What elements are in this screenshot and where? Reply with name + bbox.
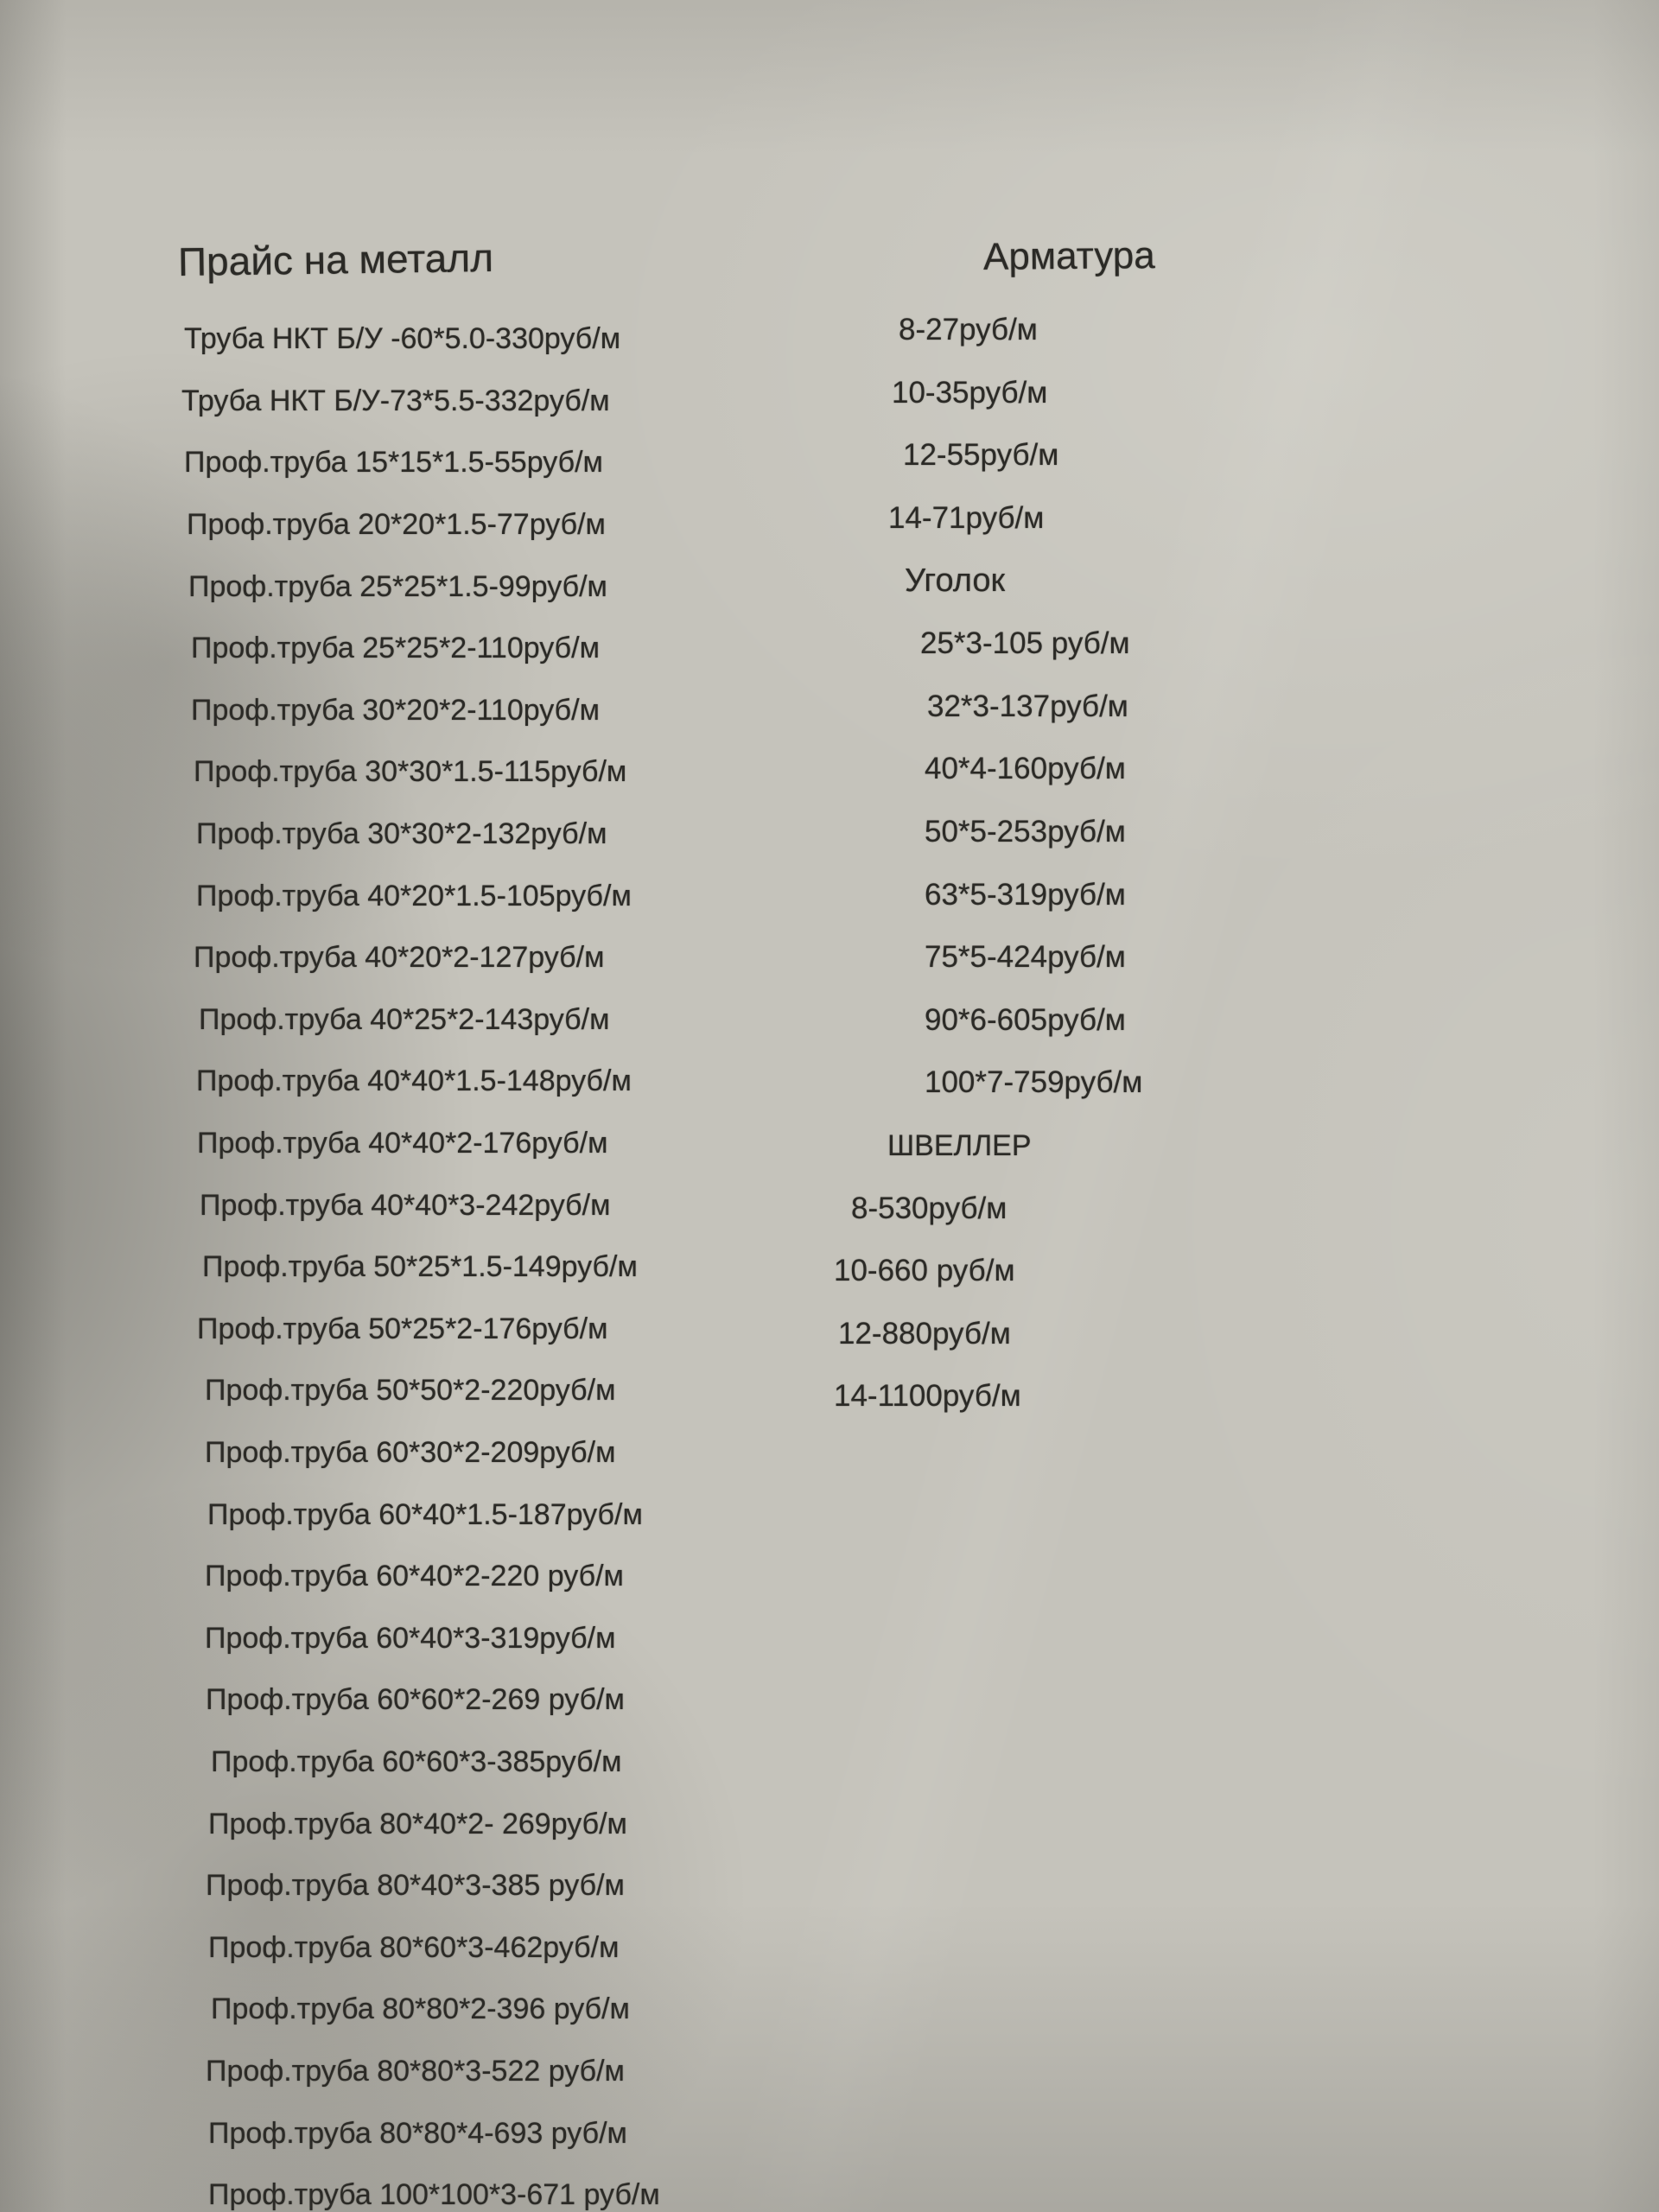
price-row: Проф.труба 30*30*1.5-115руб/м (194, 755, 627, 789)
section-title: Арматура (982, 234, 1155, 278)
price-row: Проф.труба 60*40*2-220 руб/м (205, 1560, 624, 1593)
price-row: 14-1100руб/м (834, 1379, 1021, 1414)
page-title: Прайс на металл (177, 234, 494, 284)
price-row: Проф.труба 40*40*1.5-148руб/м (196, 1065, 632, 1098)
price-row: Проф.труба 80*60*3-462руб/м (208, 1930, 620, 1964)
price-row: 12-880руб/м (838, 1316, 1011, 1351)
price-row: 25*3-105 руб/м (920, 626, 1130, 661)
price-row: Проф.труба 100*100*3-671 руб/м (208, 2178, 660, 2212)
price-row: Проф.труба 40*20*1.5-105руб/м (196, 879, 632, 912)
section-title: ШВЕЛЛЕР (887, 1128, 1032, 1162)
price-row: Проф.труба 60*60*3-385руб/м (211, 1745, 622, 1778)
price-row: Проф.труба 80*80*2-396 руб/м (211, 1993, 630, 2026)
price-row: Проф.труба 40*40*2-176руб/м (197, 1127, 608, 1160)
metal-price-column (178, 231, 660, 2212)
price-row: Проф.труба 40*20*2-127руб/м (194, 941, 605, 975)
price-row: 63*5-319руб/м (925, 877, 1126, 912)
price-section (830, 550, 1155, 1114)
price-row: Проф.труба 80*40*3-385 руб/м (206, 1869, 625, 1903)
price-row: 100*7-759руб/м (925, 1065, 1143, 1100)
price-row: 10-35руб/м (892, 375, 1048, 410)
price-row: 14-71руб/м (888, 501, 1045, 536)
price-row: Проф.труба 50*25*2-176руб/м (197, 1312, 608, 1345)
price-row: 10-660 руб/м (834, 1254, 1015, 1288)
price-row: Проф.труба 20*20*1.5-77руб/м (187, 508, 606, 542)
price-row: 50*5-253руб/м (925, 815, 1126, 849)
price-section (830, 222, 1155, 550)
price-row: Проф.труба 60*40*3-319руб/м (205, 1621, 616, 1655)
price-row: Проф.труба 25*25*2-110руб/м (191, 632, 600, 665)
price-row: 90*6-605руб/м (925, 1002, 1126, 1037)
price-row: Проф.труба 30*30*2-132руб/м (196, 817, 607, 851)
price-row: Проф.труба 50*50*2-220руб/м (205, 1374, 616, 1408)
price-row: Проф.труба 50*25*1.5-149руб/м (202, 1250, 638, 1284)
price-row: Проф.труба 80*40*2- 269руб/м (208, 1807, 627, 1840)
price-row: 75*5-424руб/м (925, 940, 1126, 975)
price-row: 12-55руб/м (903, 438, 1059, 473)
price-row: 32*3-137руб/м (927, 689, 1128, 723)
price-row: 8-27руб/м (899, 313, 1038, 347)
price-row: Проф.труба 40*25*2-143руб/м (199, 1002, 610, 1036)
section-title: Уголок (905, 563, 1006, 600)
price-row: Проф.труба 30*20*2-110руб/м (191, 693, 600, 727)
price-row: Проф.труба 80*80*4-693 руб/м (208, 2116, 627, 2150)
price-section (830, 1115, 1155, 1428)
rebar-angle-channel-column (830, 222, 1155, 1428)
price-row: Труба НКТ Б/У-73*5.5-332руб/м (181, 384, 610, 417)
price-row: Проф.труба 25*25*1.5-99руб/м (188, 569, 607, 603)
price-row: Проф.труба 80*80*3-522 руб/м (206, 2054, 625, 2088)
price-row: Проф.труба 40*40*3-242руб/м (200, 1188, 611, 1222)
price-row: Проф.труба 60*30*2-209руб/м (205, 1435, 616, 1469)
price-row: Проф.труба 60*60*2-269 руб/м (206, 1683, 625, 1717)
price-row: 40*4-160руб/м (925, 752, 1126, 786)
metal-price-list (178, 308, 660, 2212)
price-row: Проф.труба 15*15*1.5-55руб/м (184, 446, 603, 480)
price-row: Проф.труба 60*40*1.5-187руб/м (207, 1497, 643, 1531)
price-row: Труба НКТ Б/У -60*5.0-330руб/м (184, 322, 621, 356)
price-row: 8-530руб/м (851, 1191, 1007, 1225)
